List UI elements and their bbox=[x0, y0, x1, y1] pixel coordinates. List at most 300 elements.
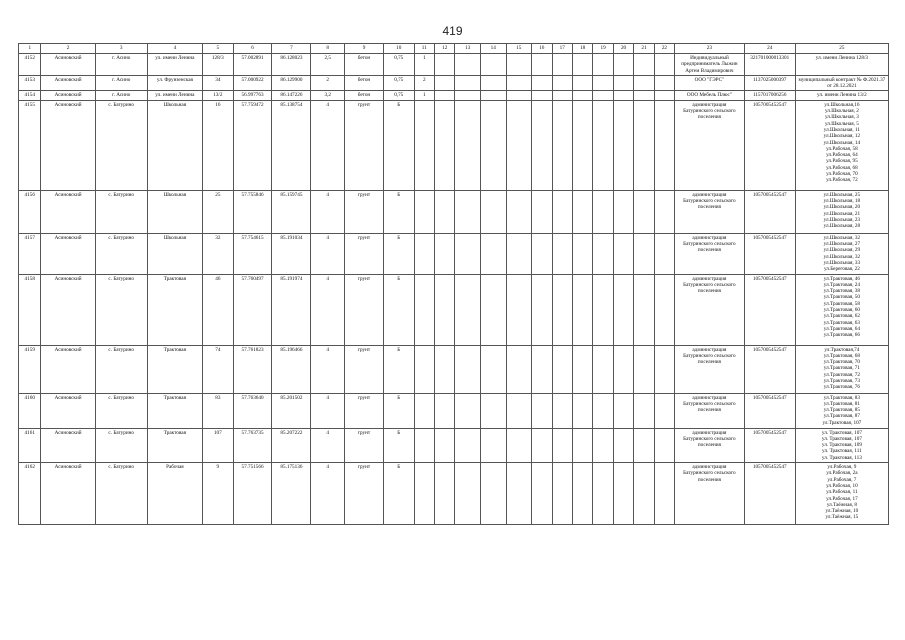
table-cell-col-22 bbox=[654, 463, 674, 525]
table-cell-col-15 bbox=[506, 190, 532, 233]
table-cell-col-17 bbox=[552, 75, 572, 91]
table-row bbox=[19, 190, 889, 233]
table-cell-col-17 bbox=[552, 91, 572, 100]
table-cell-col-17 bbox=[552, 190, 572, 233]
table-cell-col-3: с. Батурино bbox=[95, 100, 147, 190]
table-cell-col-6: 57.000922 bbox=[233, 75, 272, 91]
table-cell-col-16 bbox=[532, 54, 552, 76]
table-cell-col-1: 4153 bbox=[19, 75, 41, 91]
column-number-9: 9 bbox=[345, 44, 384, 54]
table-cell-col-18 bbox=[572, 428, 592, 462]
table-cell-col-7: 85.138754 bbox=[272, 100, 311, 190]
table-cell-col-2: Асиновский bbox=[41, 345, 95, 393]
table-cell-col-2: Асиновский bbox=[41, 274, 95, 345]
table-cell-col-1: 4160 bbox=[19, 393, 41, 428]
table-cell-col-20 bbox=[613, 428, 633, 462]
column-number-15: 15 bbox=[506, 44, 532, 54]
table-cell-col-5: 13/2 bbox=[202, 91, 233, 100]
table-cell-col-19 bbox=[593, 190, 613, 233]
table-cell-col-25: ул.Школьная, 32 ул.Школьная, 27 ул.Школьная, 29 ул.Школьная, 32 ул.Школьная, 33 ул.Береговая, 22 bbox=[795, 233, 888, 274]
table-cell-col-23: администрация Батуринского сельского поселения bbox=[675, 428, 745, 462]
table-cell-col-5: 16 bbox=[202, 100, 233, 190]
table-cell-col-11 bbox=[414, 233, 434, 274]
column-number-7: 7 bbox=[272, 44, 311, 54]
table-cell-col-17 bbox=[552, 274, 572, 345]
table-cell-col-2: Асиновский bbox=[41, 190, 95, 233]
table-cell-col-2: Асиновский bbox=[41, 54, 95, 76]
table-cell-col-20 bbox=[613, 190, 633, 233]
table-cell-col-10: 0,75 bbox=[383, 75, 414, 91]
table-cell-col-16 bbox=[532, 274, 552, 345]
table-cell-col-13 bbox=[455, 54, 481, 76]
table-cell-col-10: Б bbox=[383, 274, 414, 345]
table-cell-col-4: Рабочая bbox=[147, 463, 202, 525]
table-cell-col-12 bbox=[435, 190, 455, 233]
table-cell-col-20 bbox=[613, 393, 633, 428]
table-cell-col-16 bbox=[532, 91, 552, 100]
table-cell-col-21 bbox=[634, 345, 654, 393]
table-cell-col-11 bbox=[414, 274, 434, 345]
table-cell-col-8: 4 bbox=[311, 463, 345, 525]
table-cell-col-1: 4155 bbox=[19, 100, 41, 190]
table-cell-col-1: 4162 bbox=[19, 463, 41, 525]
table-cell-col-15 bbox=[506, 274, 532, 345]
table-cell-col-24: 1057005452547 bbox=[744, 428, 795, 462]
table-cell-col-21 bbox=[634, 274, 654, 345]
table-cell-col-17 bbox=[552, 428, 572, 462]
table-cell-col-14 bbox=[480, 100, 506, 190]
table-cell-col-19 bbox=[593, 54, 613, 76]
table-cell-col-5: 107 bbox=[202, 428, 233, 462]
table-cell-col-1: 4161 bbox=[19, 428, 41, 462]
table-row bbox=[19, 345, 889, 393]
table-cell-col-14 bbox=[480, 274, 506, 345]
table-cell-col-9: грунт bbox=[345, 428, 384, 462]
table-cell-col-18 bbox=[572, 463, 592, 525]
table-cell-col-14 bbox=[480, 91, 506, 100]
table-cell-col-7: 85.207222 bbox=[272, 428, 311, 462]
column-number-13: 13 bbox=[455, 44, 481, 54]
table-cell-col-16 bbox=[532, 75, 552, 91]
table-cell-col-11 bbox=[414, 428, 434, 462]
table-cell-col-16 bbox=[532, 345, 552, 393]
table-cell-col-11 bbox=[414, 345, 434, 393]
table-cell-col-13 bbox=[455, 345, 481, 393]
table-cell-col-9: грунт bbox=[345, 190, 384, 233]
table-cell-col-11: 2 bbox=[414, 75, 434, 91]
table-cell-col-9: бетон bbox=[345, 91, 384, 100]
table-cell-col-5: 25 bbox=[202, 190, 233, 233]
table-cell-col-19 bbox=[593, 393, 613, 428]
table-cell-col-13 bbox=[455, 91, 481, 100]
table-cell-col-10: 0,75 bbox=[383, 54, 414, 76]
table-cell-col-11 bbox=[414, 463, 434, 525]
table-cell-col-6: 57.751566 bbox=[233, 463, 272, 525]
table-cell-col-18 bbox=[572, 274, 592, 345]
registry-table bbox=[18, 43, 889, 525]
table-cell-col-12 bbox=[435, 393, 455, 428]
table-cell-col-8: 4 bbox=[311, 428, 345, 462]
table-cell-col-24: 1057005452547 bbox=[744, 190, 795, 233]
table-cell-col-15 bbox=[506, 100, 532, 190]
table-cell-col-16 bbox=[532, 100, 552, 190]
table-cell-col-13 bbox=[455, 274, 481, 345]
column-number-24: 24 bbox=[744, 44, 795, 54]
table-cell-col-18 bbox=[572, 75, 592, 91]
table-cell-col-4: Школьная bbox=[147, 190, 202, 233]
table-cell-col-13 bbox=[455, 428, 481, 462]
table-cell-col-1: 4154 bbox=[19, 91, 41, 100]
table-cell-col-16 bbox=[532, 428, 552, 462]
column-number-18: 18 bbox=[572, 44, 592, 54]
table-cell-col-18 bbox=[572, 190, 592, 233]
table-cell-col-4: Трактовая bbox=[147, 428, 202, 462]
table-cell-col-24: 1057005452547 bbox=[744, 233, 795, 274]
table-cell-col-14 bbox=[480, 190, 506, 233]
table-cell-col-20 bbox=[613, 91, 633, 100]
column-number-8: 8 bbox=[311, 44, 345, 54]
table-cell-col-16 bbox=[532, 463, 552, 525]
column-number-22: 22 bbox=[654, 44, 674, 54]
table-row bbox=[19, 75, 889, 91]
table-cell-col-22 bbox=[654, 75, 674, 91]
table-cell-col-8: 4 bbox=[311, 190, 345, 233]
table-cell-col-17 bbox=[552, 233, 572, 274]
table-cell-col-10: Б bbox=[383, 393, 414, 428]
column-number-6: 6 bbox=[233, 44, 272, 54]
table-cell-col-12 bbox=[435, 75, 455, 91]
table-cell-col-25: ул.Трактовая, 83 ул.Трактовая, 81 ул.Трактовая, 85 ул.Трактовая, 87 ул.Трактовая, 107 bbox=[795, 393, 888, 428]
table-cell-col-21 bbox=[634, 190, 654, 233]
table-cell-col-11 bbox=[414, 190, 434, 233]
table-cell-col-3: г. Асино bbox=[95, 54, 147, 76]
table-cell-col-2: Асиновский bbox=[41, 233, 95, 274]
table-cell-col-19 bbox=[593, 233, 613, 274]
table-cell-col-24: 1057005452547 bbox=[744, 274, 795, 345]
table-cell-col-11: 1 bbox=[414, 91, 434, 100]
table-cell-col-13 bbox=[455, 190, 481, 233]
table-cell-col-2: Асиновский bbox=[41, 463, 95, 525]
table-cell-col-6: 57.755846 bbox=[233, 190, 272, 233]
table-cell-col-10: Б bbox=[383, 233, 414, 274]
column-number-row bbox=[19, 44, 889, 54]
column-number-5: 5 bbox=[202, 44, 233, 54]
table-cell-col-23: администрация Батуринского сельского поселения bbox=[675, 274, 745, 345]
table-cell-col-7: 85.175136 bbox=[272, 463, 311, 525]
table-cell-col-7: 86.147226 bbox=[272, 91, 311, 100]
table-cell-col-18 bbox=[572, 100, 592, 190]
table-cell-col-14 bbox=[480, 233, 506, 274]
table-cell-col-19 bbox=[593, 75, 613, 91]
table-cell-col-5: 74 bbox=[202, 345, 233, 393]
table-cell-col-22 bbox=[654, 233, 674, 274]
table-cell-col-24: 1057005452547 bbox=[744, 463, 795, 525]
table-cell-col-8: 4 bbox=[311, 100, 345, 190]
table-cell-col-25: ул. имени Ленина 13/2 bbox=[795, 91, 888, 100]
table-cell-col-21 bbox=[634, 463, 654, 525]
table-cell-col-16 bbox=[532, 393, 552, 428]
table-cell-col-12 bbox=[435, 54, 455, 76]
table-cell-col-8: 4 bbox=[311, 274, 345, 345]
table-cell-col-24: 1137025000397 bbox=[744, 75, 795, 91]
table-cell-col-8: 4 bbox=[311, 345, 345, 393]
table-cell-col-1: 4152 bbox=[19, 54, 41, 76]
column-number-11: 11 bbox=[414, 44, 434, 54]
table-cell-col-4: Трактовая bbox=[147, 393, 202, 428]
table-cell-col-22 bbox=[654, 345, 674, 393]
table-cell-col-20 bbox=[613, 463, 633, 525]
table-cell-col-3: с. Батурино bbox=[95, 190, 147, 233]
table-cell-col-3: с. Батурино bbox=[95, 393, 147, 428]
table-cell-col-23: администрация Батуринского сельского поселения bbox=[675, 393, 745, 428]
table-cell-col-22 bbox=[654, 190, 674, 233]
table-cell-col-11: 1 bbox=[414, 54, 434, 76]
table-cell-col-23: администрация Батуринского сельского поселения bbox=[675, 190, 745, 233]
table-cell-col-13 bbox=[455, 75, 481, 91]
table-cell-col-25: муниципальный контракт № Ф.2021.37 от 28.12.2021 bbox=[795, 75, 888, 91]
table-cell-col-9: бетон bbox=[345, 54, 384, 76]
column-number-2: 2 bbox=[41, 44, 95, 54]
table-cell-col-25: ул.Рабочая, 9 ул.Рабочая, 2а ул.Рабочая, 7 ул.Рабочая, 10 ул.Рабочая, 11 ул.Рабочая, 17 ул.Таёжная, 8 ул.Таёжная, 10 ул.Таёжная, 15 bbox=[795, 463, 888, 525]
table-cell-col-21 bbox=[634, 54, 654, 76]
table-cell-col-7: 86.129900 bbox=[272, 75, 311, 91]
table-cell-col-5: 34 bbox=[202, 75, 233, 91]
table-cell-col-12 bbox=[435, 274, 455, 345]
column-number-14: 14 bbox=[480, 44, 506, 54]
table-cell-col-20 bbox=[613, 274, 633, 345]
table-cell-col-22 bbox=[654, 91, 674, 100]
table-cell-col-10: Б bbox=[383, 190, 414, 233]
table-cell-col-21 bbox=[634, 100, 654, 190]
table-cell-col-3: с. Батурино bbox=[95, 233, 147, 274]
table-cell-col-6: 56.997763 bbox=[233, 91, 272, 100]
table-cell-col-6: 57.759472 bbox=[233, 100, 272, 190]
table-cell-col-5: 32 bbox=[202, 233, 233, 274]
column-number-3: 3 bbox=[95, 44, 147, 54]
table-cell-col-1: 4158 bbox=[19, 274, 41, 345]
table-row bbox=[19, 274, 889, 345]
column-number-10: 10 bbox=[383, 44, 414, 54]
table-cell-col-2: Асиновский bbox=[41, 428, 95, 462]
table-cell-col-4: ул. имени Ленина bbox=[147, 54, 202, 76]
table-cell-col-15 bbox=[506, 345, 532, 393]
table-cell-col-4: Трактовая bbox=[147, 345, 202, 393]
table-cell-col-17 bbox=[552, 100, 572, 190]
table-cell-col-10: Б bbox=[383, 463, 414, 525]
table-cell-col-15 bbox=[506, 54, 532, 76]
column-number-4: 4 bbox=[147, 44, 202, 54]
table-cell-col-7: 85.159745 bbox=[272, 190, 311, 233]
table-cell-col-14 bbox=[480, 428, 506, 462]
page-number: 419 bbox=[442, 24, 463, 38]
table-cell-col-25: ул.Школьная,16 ул.Школьная, 2 ул.Школьная, 3 ул.Школьная, 5 ул.Школьная, 11 ул.Школьная, 12 ул.Школьная, 14 ул.Рабочая, 58 ул.Рабочая, 64 ул.Рабочая, 95 ул.Рабочая, 68 ул.Рабочая, 70 ул.Рабочая, 72 bbox=[795, 100, 888, 190]
table-cell-col-25: ул.Трактовая, 46 ул.Трактовая, 24 ул.Трактовая, 38 ул.Трактовая, 50 ул.Трактовая, 58 ул.Трактовая, 60 ул.Трактовая, 62 ул.Трактовая, 63 ул.Трактовая, 64 ул.Трактовая, 66 bbox=[795, 274, 888, 345]
table-cell-col-19 bbox=[593, 91, 613, 100]
table-cell-col-8: 4 bbox=[311, 233, 345, 274]
table-cell-col-9: грунт bbox=[345, 274, 384, 345]
table-cell-col-5: 9 bbox=[202, 463, 233, 525]
table-cell-col-18 bbox=[572, 233, 592, 274]
table-cell-col-11 bbox=[414, 100, 434, 190]
table-cell-col-8: 2,5 bbox=[311, 54, 345, 76]
table-cell-col-23: ООО "ГЭРС" bbox=[675, 75, 745, 91]
table-cell-col-4: Трактовая bbox=[147, 274, 202, 345]
table-cell-col-3: с. Батурино bbox=[95, 428, 147, 462]
column-number-16: 16 bbox=[532, 44, 552, 54]
table-cell-col-3: с. Батурино bbox=[95, 463, 147, 525]
table-cell-col-9: грунт bbox=[345, 463, 384, 525]
table-cell-col-19 bbox=[593, 428, 613, 462]
table-cell-col-15 bbox=[506, 393, 532, 428]
table-cell-col-15 bbox=[506, 463, 532, 525]
table-cell-col-23: администрация Батуринского сельского поселения bbox=[675, 100, 745, 190]
table-cell-col-12 bbox=[435, 428, 455, 462]
table-cell-col-7: 85.201502 bbox=[272, 393, 311, 428]
column-number-21: 21 bbox=[634, 44, 654, 54]
table-row bbox=[19, 54, 889, 76]
table-cell-col-6: 57.760497 bbox=[233, 274, 272, 345]
table-cell-col-22 bbox=[654, 274, 674, 345]
table-cell-col-5: 128/3 bbox=[202, 54, 233, 76]
table-cell-col-19 bbox=[593, 274, 613, 345]
table-row bbox=[19, 91, 889, 100]
table-cell-col-7: 85.191034 bbox=[272, 233, 311, 274]
table-cell-col-16 bbox=[532, 190, 552, 233]
table-row bbox=[19, 393, 889, 428]
table-cell-col-17 bbox=[552, 54, 572, 76]
table-cell-col-24: 1057005452547 bbox=[744, 393, 795, 428]
table-cell-col-22 bbox=[654, 428, 674, 462]
column-number-12: 12 bbox=[435, 44, 455, 54]
table-cell-col-17 bbox=[552, 345, 572, 393]
table-cell-col-8: 4 bbox=[311, 393, 345, 428]
table-cell-col-7: 85.196466 bbox=[272, 345, 311, 393]
table-cell-col-20 bbox=[613, 345, 633, 393]
table-cell-col-24: 1057005452547 bbox=[744, 100, 795, 190]
table-cell-col-9: грунт bbox=[345, 345, 384, 393]
table-cell-col-24: 1157017006256 bbox=[744, 91, 795, 100]
table-cell-col-23: администрация Батуринского сельского поселения bbox=[675, 345, 745, 393]
table-cell-col-13 bbox=[455, 100, 481, 190]
table-cell-col-20 bbox=[613, 233, 633, 274]
table-cell-col-9: бетон bbox=[345, 75, 384, 91]
table-row bbox=[19, 428, 889, 462]
table-cell-col-23: ООО Мебель Плюс" bbox=[675, 91, 745, 100]
table-cell-col-25: ул. Трактовая, 107 ул. Трактовая, 107 ул. Трактовая, 109 ул. Трактовая, 111 ул. Трактовая, 113 bbox=[795, 428, 888, 462]
table-cell-col-19 bbox=[593, 463, 613, 525]
table-row bbox=[19, 463, 889, 525]
table-cell-col-10: Б bbox=[383, 428, 414, 462]
table-cell-col-5: 46 bbox=[202, 274, 233, 345]
table-cell-col-21 bbox=[634, 233, 654, 274]
table-cell-col-25: ул.Трактовая,74 ул.Трактовая, 68 ул.Трактовая, 70 ул.Трактовая, 71 ул.Трактовая, 72 ул.Трактовая, 73 ул.Трактовая, 76 bbox=[795, 345, 888, 393]
table-cell-col-15 bbox=[506, 91, 532, 100]
table-cell-col-20 bbox=[613, 54, 633, 76]
table-cell-col-14 bbox=[480, 393, 506, 428]
column-number-20: 20 bbox=[613, 44, 633, 54]
table-cell-col-23: администрация Батуринского сельского поселения bbox=[675, 233, 745, 274]
table-cell-col-13 bbox=[455, 233, 481, 274]
column-number-19: 19 bbox=[593, 44, 613, 54]
column-number-1: 1 bbox=[19, 44, 41, 54]
table-cell-col-8: 2 bbox=[311, 75, 345, 91]
table-cell-col-6: 57.754615 bbox=[233, 233, 272, 274]
table-cell-col-15 bbox=[506, 233, 532, 274]
table-cell-col-2: Асиновский bbox=[41, 75, 95, 91]
table-cell-col-12 bbox=[435, 463, 455, 525]
table-cell-col-21 bbox=[634, 428, 654, 462]
table-cell-col-7: 85.191974 bbox=[272, 274, 311, 345]
table-cell-col-19 bbox=[593, 345, 613, 393]
table-cell-col-9: грунт bbox=[345, 100, 384, 190]
table-cell-col-11 bbox=[414, 393, 434, 428]
table-cell-col-18 bbox=[572, 393, 592, 428]
table-cell-col-21 bbox=[634, 91, 654, 100]
table-cell-col-20 bbox=[613, 100, 633, 190]
table-cell-col-6: 57.761823 bbox=[233, 345, 272, 393]
table-cell-col-17 bbox=[552, 463, 572, 525]
table-cell-col-18 bbox=[572, 91, 592, 100]
table-cell-col-6: 57.763640 bbox=[233, 393, 272, 428]
table-cell-col-13 bbox=[455, 463, 481, 525]
table-cell-col-9: грунт bbox=[345, 393, 384, 428]
table-cell-col-4: Школьная bbox=[147, 100, 202, 190]
table-cell-col-22 bbox=[654, 393, 674, 428]
table-cell-col-13 bbox=[455, 393, 481, 428]
table-row bbox=[19, 100, 889, 190]
table-cell-col-4: ул. имени Ленина bbox=[147, 91, 202, 100]
table-cell-col-24: 1057005452547 bbox=[744, 345, 795, 393]
table-cell-col-6: 57.763735 bbox=[233, 428, 272, 462]
table-cell-col-18 bbox=[572, 54, 592, 76]
table-cell-col-5: 83 bbox=[202, 393, 233, 428]
table-cell-col-15 bbox=[506, 75, 532, 91]
table-cell-col-18 bbox=[572, 345, 592, 393]
table-cell-col-12 bbox=[435, 233, 455, 274]
table-cell-col-10: 0,75 bbox=[383, 91, 414, 100]
table-cell-col-4: ул. Фрунзенская bbox=[147, 75, 202, 91]
table-row bbox=[19, 233, 889, 274]
table-cell-col-19 bbox=[593, 100, 613, 190]
table-cell-col-12 bbox=[435, 100, 455, 190]
table-cell-col-3: с. Батурино bbox=[95, 345, 147, 393]
table-cell-col-1: 4159 bbox=[19, 345, 41, 393]
table-cell-col-10: Б bbox=[383, 345, 414, 393]
table-cell-col-3: г. Асино bbox=[95, 75, 147, 91]
table-cell-col-3: г. Асино bbox=[95, 91, 147, 100]
table-cell-col-15 bbox=[506, 428, 532, 462]
table-cell-col-3: с. Батурино bbox=[95, 274, 147, 345]
table-cell-col-14 bbox=[480, 345, 506, 393]
table-cell-col-20 bbox=[613, 75, 633, 91]
table-cell-col-1: 4156 bbox=[19, 190, 41, 233]
table-cell-col-10: Б bbox=[383, 100, 414, 190]
table-cell-col-6: 57.002891 bbox=[233, 54, 272, 76]
table-cell-col-16 bbox=[532, 233, 552, 274]
table-cell-col-4: Школьная bbox=[147, 233, 202, 274]
table-cell-col-23: Индивидуальный предприниматель Лыжин Артем Владимирович bbox=[675, 54, 745, 76]
table-cell-col-7: 86.128023 bbox=[272, 54, 311, 76]
column-number-25: 25 bbox=[795, 44, 888, 54]
table-cell-col-25: ул.Школьная, 25 ул.Школьная, 18 ул.Школьная, 20 ул.Школьная, 21 ул.Школьная, 23 ул.Школьная, 28 bbox=[795, 190, 888, 233]
table-cell-col-2: Асиновский bbox=[41, 100, 95, 190]
table-cell-col-17 bbox=[552, 393, 572, 428]
table-cell-col-21 bbox=[634, 75, 654, 91]
table-cell-col-14 bbox=[480, 463, 506, 525]
table-cell-col-14 bbox=[480, 75, 506, 91]
table-cell-col-1: 4157 bbox=[19, 233, 41, 274]
table-cell-col-12 bbox=[435, 91, 455, 100]
